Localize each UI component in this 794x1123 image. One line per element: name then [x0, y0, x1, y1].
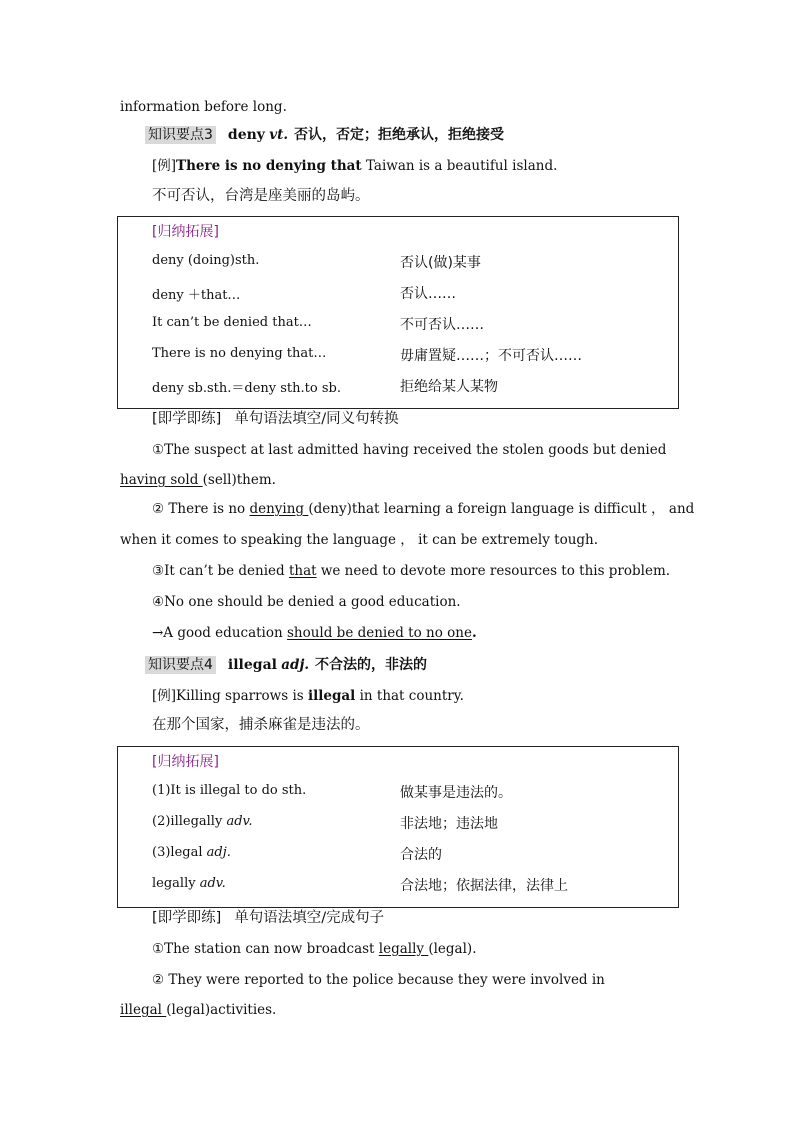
q3-rest: we need to devote more resources to this problem.	[316, 563, 671, 579]
point3-example-cn: 不可否认，台湾是座美丽的岛屿。	[152, 188, 370, 204]
p4-q2-line2	[120, 1001, 276, 1019]
box-title: [归纳拓展]	[152, 224, 219, 240]
box-row-en-word: (3)legal	[152, 845, 207, 860]
practice-title: 单句语法填空/同义句转换	[234, 411, 399, 427]
point4-expansion-box	[117, 746, 679, 908]
example-tag: [例]	[152, 688, 177, 704]
q1-line2	[120, 471, 276, 489]
example-rest: Taiwan is a beautiful island.	[361, 158, 558, 174]
point3-heading	[145, 126, 504, 144]
box-row-cn: 合法的	[400, 847, 442, 863]
q1-end: (sell)them.	[202, 472, 276, 488]
box-row-en: It can’t be denied that…	[152, 315, 312, 330]
q4-end: .	[471, 625, 477, 641]
point4-example	[152, 687, 464, 705]
answer-blank: should be denied to no one	[286, 625, 472, 641]
example-bold: There is no denying that	[176, 158, 362, 174]
practice-tag: [即学即练]	[152, 910, 222, 926]
q2-line2: when it comes to speaking the language ， it can be extremely tough.	[120, 532, 599, 548]
box-row-cn: 拒绝给某人某物	[400, 379, 498, 395]
practice-title: 单句语法填空/完成句子	[234, 910, 385, 926]
example-end: in that country.	[355, 688, 464, 704]
box-row-en: There is no denying that…	[152, 346, 327, 361]
point3-practice-heading	[152, 410, 399, 428]
practice-tag: [即学即练]	[152, 411, 222, 427]
box-row-en: deny ＋that…	[152, 288, 241, 303]
box-row-cn: 非法地；违法地	[400, 816, 498, 832]
point3-word: deny	[227, 127, 265, 143]
point3-expansion-box	[117, 216, 679, 409]
answer-blank: having sold	[120, 472, 203, 488]
p4-q1-end: (legal).	[428, 941, 477, 957]
box-row-pos: adv.	[199, 876, 226, 891]
box-row-pos: adj.	[206, 845, 231, 860]
box-row-pos: adv.	[226, 814, 253, 829]
box-row-cn: 合法地；依据法律，法律上	[400, 878, 568, 894]
answer-blank: legally	[378, 941, 429, 957]
answer-blank: that	[288, 563, 317, 579]
point4-example-cn: 在那个国家，捕杀麻雀是违法的。	[152, 717, 370, 733]
point4-practice-heading	[152, 909, 384, 927]
box-row-en	[152, 814, 252, 829]
point4-word: illegal	[227, 657, 277, 673]
box-row-cn: 做某事是违法的。	[400, 785, 512, 801]
q4-line: ④No one should be denied a good education.	[152, 594, 461, 610]
point4-tag: 知识要点4	[145, 656, 216, 674]
point3-tag: 知识要点3	[145, 126, 216, 144]
box-row-en-word: legally	[152, 876, 200, 891]
box-row-en-word: (2)illegally	[152, 814, 227, 829]
box-row-cn: 不可否认……	[400, 317, 484, 333]
box-row-cn: 毋庸置疑……；不可否认……	[400, 348, 582, 364]
box-row-en	[152, 845, 231, 860]
example-start: Killing sparrows is	[176, 688, 308, 704]
q4-answer-line	[152, 624, 477, 642]
answer-blank: denying	[249, 501, 309, 517]
q2-line	[152, 500, 694, 518]
box-row-en: deny sb.sth.＝deny sth.to sb.	[152, 381, 341, 396]
p4-q1-line	[152, 940, 476, 958]
example-tag: [例]	[152, 158, 177, 174]
q2-rest: (deny)that learning a foreign language is difficult ， and	[308, 501, 695, 517]
p4-q1-start: ①The station can now broadcast	[152, 941, 379, 957]
q1-line: ①The suspect at last admitted having received the stolen goods but denied	[152, 442, 667, 458]
p4-q2-end: (legal)activities.	[166, 1002, 277, 1018]
point3-example	[152, 157, 557, 175]
p4-q2-line: ② They were reported to the police because they were involved in	[152, 972, 605, 988]
box-row-en: (1)It is illegal to do sth.	[152, 783, 307, 798]
point4-heading	[145, 656, 427, 674]
box-row-cn: 否认……	[400, 286, 456, 302]
point3-pos: vt.	[269, 127, 289, 143]
answer-blank: illegal	[120, 1002, 167, 1018]
q2-start: ② There is no	[152, 501, 250, 517]
q4-arrow: →A good education	[152, 625, 287, 641]
box-row-en: deny (doing)sth.	[152, 253, 260, 268]
point3-meaning: 否认，否定；拒绝承认，拒绝接受	[294, 127, 505, 143]
box-row-en	[152, 876, 226, 891]
box-row-cn: 否认(做)某事	[400, 255, 481, 271]
q3-start: ③It can’t be denied	[152, 563, 289, 579]
point4-pos: adj.	[281, 657, 310, 673]
point4-meaning: 不合法的，非法的	[315, 657, 428, 673]
intro-line: information before long.	[120, 99, 287, 115]
example-bold: illegal	[308, 688, 356, 704]
q3-line	[152, 562, 670, 580]
box-title: [归纳拓展]	[152, 754, 219, 770]
